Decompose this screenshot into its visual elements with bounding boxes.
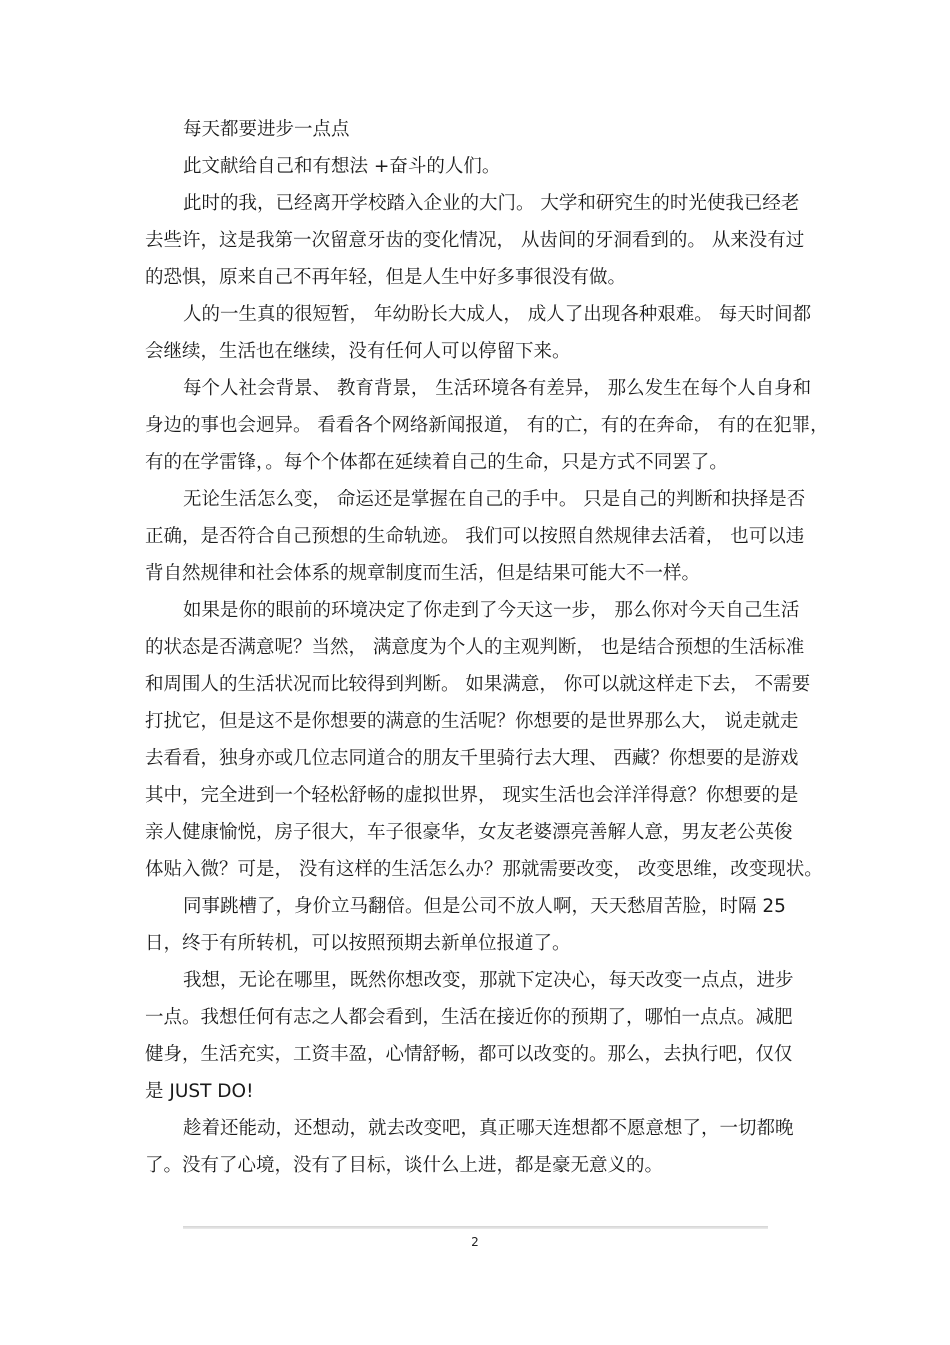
paragraph-line: 日，终于有所转机，可以按照预期去新单位报道了。 xyxy=(145,933,571,954)
paragraph-line: 会继续，生活也在继续，没有任何人可以停留下来。 xyxy=(145,341,571,362)
paragraph-line: 去些许，这是我第一次留意牙齿的变化情况， 从齿间的牙洞看到的。 从来没有过 xyxy=(145,230,805,251)
paragraph-line: 一点。我想任何有志之人都会看到，生活在接近你的预期了，哪怕一点点。减肥 xyxy=(145,1007,793,1028)
paragraph-line: 身边的事也会迥异。 看看各个网络新闻报道， 有的亡，有的在奔命， 有的在犯罪， xyxy=(145,415,829,436)
paragraph-line: 人的一生真的很短暂， 年幼盼长大成人， 成人了出现各种艰难。 每天时间都 xyxy=(183,304,812,325)
paragraph-line: 打扰它，但是这不是你想要的满意的生活呢？你想要的是世界那么大， 说走就走 xyxy=(145,711,799,732)
paragraph-line: 的恐惧，原来自己不再年轻，但是人生中好多事很没有做。 xyxy=(145,267,627,288)
document-title: 每天都要进步一点点 xyxy=(183,119,350,140)
paragraph-line: 趁着还能动，还想动，就去改变吧，真正哪天连想都不愿意想了，一切都晚 xyxy=(183,1118,794,1139)
paragraph-line: 亲人健康愉悦，房子很大，车子很豪华，女友老婆漂亮善解人意，男友老公英俊 xyxy=(145,822,793,843)
paragraph-line: 正确，是否符合自己预想的生命轨迹。 我们可以按照自然规律去活着， 也可以违 xyxy=(145,526,805,547)
paragraph-line: 无论生活怎么变， 命运还是掌握在自己的手中。 只是自己的判断和抉择是否 xyxy=(183,489,806,510)
paragraph-line: 其中，完全进到一个轻松舒畅的虚拟世界， 现实生活也会洋洋得意？你想要的是 xyxy=(145,785,799,806)
footer-divider xyxy=(183,1226,768,1229)
paragraph-line: 和周围人的生活状况而比较得到判断。 如果满意， 你可以就这样走下去， 不需要 xyxy=(145,674,811,695)
dedication-line: 此文献给自己和有想法 +奋斗的人们。 xyxy=(183,156,501,177)
paragraph-line: 体贴入微？可是， 没有这样的生活怎么办？那就需要改变， 改变思维，改变现状。 xyxy=(145,859,823,880)
paragraph-line: 此时的我，已经离开学校踏入企业的大门。 大学和研究生的时光使我已经老 xyxy=(183,193,800,214)
paragraph-line: 有的在学雷锋，。每个个体都在延续着自己的生命，只是方式不同罢了。 xyxy=(145,452,728,473)
paragraph-line: 如果是你的眼前的环境决定了你走到了今天这一步， 那么你对今天自己生活 xyxy=(183,600,800,621)
paragraph-line: 健身，生活充实，工资丰盈，心情舒畅，都可以改变的。那么，去执行吧，仅仅 xyxy=(145,1044,793,1065)
page-number: 2 xyxy=(471,1235,479,1249)
paragraph-line: 去看看，独身亦或几位志同道合的朋友千里骑行去大理、 西藏？你想要的是游戏 xyxy=(145,748,799,769)
paragraph-line: 我想，无论在哪里，既然你想改变，那就下定决心，每天改变一点点，进步 xyxy=(183,970,794,991)
paragraph-line: 同事跳槽了，身价立马翻倍。但是公司不放人啊，天天愁眉苦脸，时隔 25 xyxy=(183,896,786,917)
paragraph-line: 的状态是否满意呢？当然， 满意度为个人的主观判断， 也是结合预想的生活标准 xyxy=(145,637,805,658)
paragraph-line: 是 JUST DO! xyxy=(145,1081,254,1102)
paragraph-line: 了。没有了心境，没有了目标，谈什么上进，都是豪无意义的。 xyxy=(145,1155,664,1176)
paragraph-line: 背自然规律和社会体系的规章制度而生活，但是结果可能大不一样。 xyxy=(145,563,701,584)
paragraph-line: 每个人社会背景、 教育背景， 生活环境各有差异， 那么发生在每个人自身和 xyxy=(183,378,812,399)
